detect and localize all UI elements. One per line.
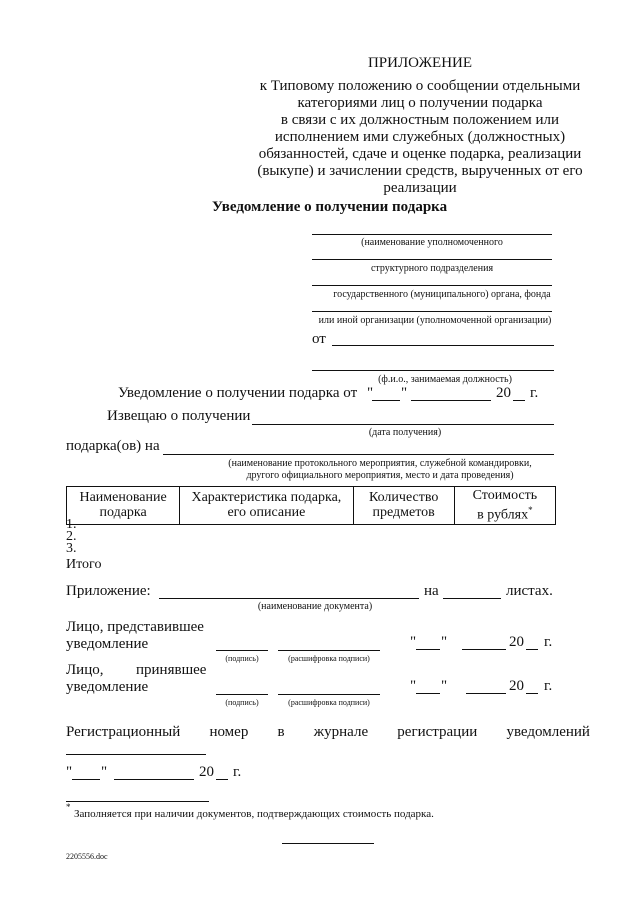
registration-word: регистрации (397, 724, 478, 740)
from-line[interactable] (332, 345, 554, 346)
accepted-day-field[interactable] (416, 693, 440, 694)
footnote-text: Заполняется при наличии документов, подтверждающих стоимость подарка. (74, 808, 434, 820)
col-header-name (67, 487, 180, 525)
attachment-on: на (424, 583, 439, 599)
registration-quote-close: " (101, 764, 108, 780)
gift-on-hint-line: (наименование протокольного мероприятия, служебной командировки, (228, 458, 532, 469)
inform-label: Извещаю о получении (107, 408, 251, 424)
col-header-cost-l2 (457, 503, 553, 523)
accepted-word2: принявшее (136, 662, 207, 678)
appendix-line: обязанностей, сдаче и оценке подарка, реализации (258, 146, 582, 162)
registration-year-field[interactable] (216, 779, 228, 780)
submitted-decode-hint: (расшифровка подписи) (288, 654, 370, 663)
inform-date-field[interactable] (252, 424, 554, 425)
document-filename: 2205556.doc (66, 852, 108, 861)
recipient-hint-4: или иной организации (уполномоченной организации) (318, 315, 552, 326)
recipient-hint-3: государственного (муниципального) органа, фонда (333, 289, 551, 300)
submitted-label-l2: уведомление (66, 636, 149, 652)
gift-on-label: подарка(ов) на (66, 438, 160, 454)
registration-month-field[interactable] (114, 779, 194, 780)
attachment-doc-field[interactable] (159, 598, 419, 599)
notice-day-field[interactable] (372, 400, 400, 401)
col-header-quantity (353, 487, 454, 525)
accepted-month-field[interactable] (466, 693, 506, 694)
submitted-quote-close: " (441, 634, 448, 650)
col-header-cost-l1: Стоимость (472, 488, 538, 503)
registration-word: номер (209, 724, 249, 740)
registration-word: уведомлений (506, 724, 590, 740)
table-row-number[interactable]: 3. (66, 541, 77, 556)
from-label: от (312, 331, 326, 347)
form-heading: Уведомление о получении подарка (212, 199, 448, 215)
appendix-line: исполнением ими служебных (должностных) (274, 129, 566, 145)
col-header-name-l2: подарка (99, 505, 147, 521)
submitted-year-prefix: 20 (509, 634, 524, 650)
accepted-quote-open: " (410, 678, 417, 694)
fio-line[interactable] (312, 370, 554, 371)
recipient-hint-1: (наименование уполномоченного (361, 237, 503, 248)
col-header-quantity-l1: Количество (368, 490, 439, 506)
accepted-decode-hint: (расшифровка подписи) (288, 698, 370, 707)
accepted-word1: Лицо, (66, 662, 104, 678)
table-row-number[interactable]: 2. (66, 529, 77, 544)
appendix-line: к Типовому положению о сообщении отдельными (259, 78, 581, 94)
accepted-year-suffix: г. (544, 678, 553, 694)
submitted-label-l1: Лицо, представившее (66, 619, 204, 635)
appendix-line: реализации (383, 180, 457, 196)
accepted-year-prefix: 20 (509, 678, 524, 694)
recipient-line-3[interactable] (312, 285, 552, 286)
recipient-line-1[interactable] (312, 234, 552, 235)
appendix-title: ПРИЛОЖЕНИЕ (367, 55, 473, 71)
gift-on-hint-line: другого официального мероприятия, место и дата проведения) (246, 470, 514, 481)
registration-day-field[interactable] (72, 779, 100, 780)
submitted-decode-field[interactable] (278, 650, 380, 651)
accepted-sig-hint: (подпись) (225, 698, 259, 707)
total-label: Итого (66, 557, 102, 572)
registration-line (66, 724, 590, 741)
accepted-line2: уведомление (66, 679, 149, 695)
row-numbers (66, 519, 77, 555)
appendix-line: категориями лиц о получении подарка (297, 95, 543, 111)
recipient-line-4[interactable] (312, 311, 552, 312)
col-header-cost (454, 487, 555, 525)
fio-hint: (ф.и.о., занимаемая должность) (378, 374, 512, 385)
registration-word: Регистрационный (66, 724, 181, 740)
col-header-quantity-l2: предметов (372, 505, 435, 521)
gift-on-hint (200, 458, 560, 482)
inform-hint: (дата получения) (368, 427, 442, 438)
gift-table (66, 486, 556, 525)
col-header-description-l1: Характеристика подарка, (191, 490, 342, 506)
notice-year-field[interactable] (513, 400, 525, 401)
attachment-hint: (наименование документа) (257, 601, 373, 612)
col-header-description-l2: его описание (227, 505, 306, 521)
gift-on-field[interactable] (163, 454, 554, 455)
footnote-separator (66, 801, 209, 802)
footnote-mark: * (66, 802, 71, 812)
notice-prefix: Уведомление о получении подарка от (118, 385, 358, 401)
submitted-signature-field[interactable] (216, 650, 268, 651)
submitted-year-suffix: г. (544, 634, 553, 650)
col-header-name-l1: Наименование (79, 490, 167, 506)
registration-year-suffix: г. (233, 764, 242, 780)
registration-word: журнале (313, 724, 369, 740)
recipient-hint-2: структурного подразделения (370, 263, 494, 274)
notice-quote-close: " (401, 385, 408, 401)
attachment-sheets-field[interactable] (443, 598, 501, 599)
accepted-quote-close: " (441, 678, 448, 694)
submitted-label (66, 619, 204, 653)
attachment-sheets: листах. (506, 583, 553, 599)
footnote-marker: * (528, 505, 533, 515)
registration-quote-open: " (66, 764, 73, 780)
submitted-sig-hint: (подпись) (225, 654, 259, 663)
registration-number-field[interactable] (66, 754, 206, 755)
gift-table-header-row (67, 487, 556, 525)
accepted-year-field[interactable] (526, 693, 538, 694)
col-header-description (180, 487, 353, 525)
notice-month-field[interactable] (411, 400, 491, 401)
submitted-year-field[interactable] (526, 649, 538, 650)
submitted-day-field[interactable] (416, 649, 440, 650)
appendix-text (240, 78, 600, 197)
accepted-decode-field[interactable] (278, 694, 380, 695)
notice-year-prefix: 20 (496, 385, 511, 401)
appendix-line: (выкупе) и зачислении средств, вырученных от его (257, 163, 583, 179)
registration-word: в (277, 724, 285, 740)
accepted-signature-field[interactable] (216, 694, 268, 695)
registration-year-prefix: 20 (199, 764, 214, 780)
col-header-cost-text: в рублях (477, 507, 529, 523)
table-row-number[interactable]: 1. (66, 517, 77, 532)
appendix-line: в связи с их должностным положением или (280, 112, 560, 128)
bottom-rule (282, 843, 374, 844)
submitted-month-field[interactable] (462, 649, 506, 650)
notice-quote-open: " (367, 385, 374, 401)
recipient-line-2[interactable] (312, 259, 552, 260)
attachment-label: Приложение: (66, 583, 151, 599)
notice-year-suffix: г. (530, 385, 539, 401)
submitted-quote-open: " (410, 634, 417, 650)
